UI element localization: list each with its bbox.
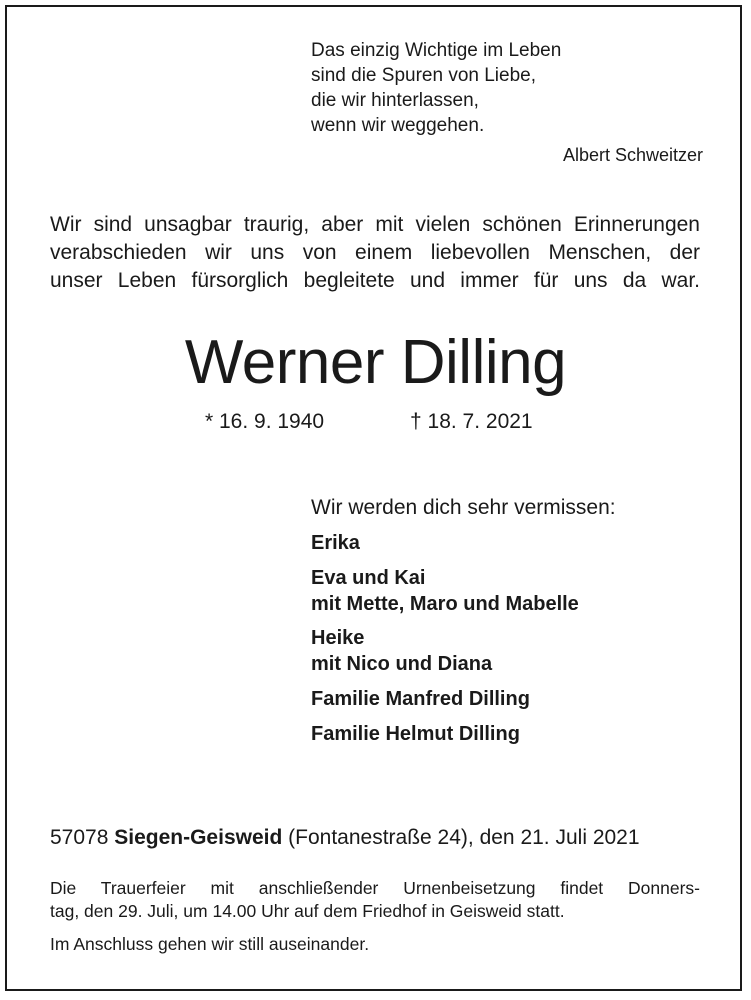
ceremony-line: Die Trauerfeier mit anschließender Urnenbeisetzung findet Donners-: [50, 878, 700, 898]
quote-line: sind die Spuren von Liebe,: [311, 65, 536, 86]
mourner-group: [311, 530, 360, 556]
quote: [311, 38, 561, 138]
mourner-name: Familie Helmut Dilling: [311, 723, 520, 745]
city: Siegen-Geisweid: [114, 826, 283, 849]
mourner-name: mit Nico und Diana: [311, 653, 493, 675]
intro-text: [50, 211, 700, 295]
address-line: [50, 826, 640, 850]
birth-date: * 16. 9. 1940: [205, 410, 325, 433]
postcode: 57078: [50, 826, 109, 849]
mourner-name: Erika: [311, 532, 360, 554]
mourner-name: Eva und Kai: [311, 567, 426, 589]
quote-author: Albert Schweitzer: [562, 145, 703, 165]
mourner-group: [311, 625, 492, 677]
ceremony-text: [50, 877, 700, 923]
mourner-name: mit Mette, Maro und Mabelle: [311, 593, 579, 615]
mourners-intro: Wir werden dich sehr vermissen:: [311, 496, 616, 519]
mourner-group: [311, 686, 530, 712]
quote-line: die wir hinterlassen,: [311, 90, 479, 111]
intro-line: unser Leben fürsorglich begleitete und immer für uns da war.: [50, 269, 700, 292]
intro-line: Wir sind unsagbar traurig, aber mit vielen schönen Erinnerungen: [50, 213, 700, 236]
mourner-group: [311, 565, 579, 617]
mourner-name: Heike: [311, 627, 365, 649]
quote-line: Das einzig Wichtige im Leben: [311, 40, 562, 61]
address-rest: (Fontanestraße 24), den 21. Juli 2021: [288, 826, 640, 849]
deceased-name: Werner Dilling: [184, 328, 567, 397]
mourner-group: [311, 721, 520, 747]
death-date: † 18. 7. 2021: [410, 410, 533, 433]
ceremony-line: tag, den 29. Juli, um 14.00 Uhr auf dem Friedhof in Geisweid statt.: [50, 901, 565, 921]
mourner-name: Familie Manfred Dilling: [311, 688, 530, 710]
closing-text: Im Anschluss gehen wir still auseinander.: [50, 934, 370, 954]
intro-line: verabschieden wir uns von einem liebevollen Menschen, der: [50, 241, 700, 264]
quote-line: wenn wir weggehen.: [311, 115, 485, 136]
